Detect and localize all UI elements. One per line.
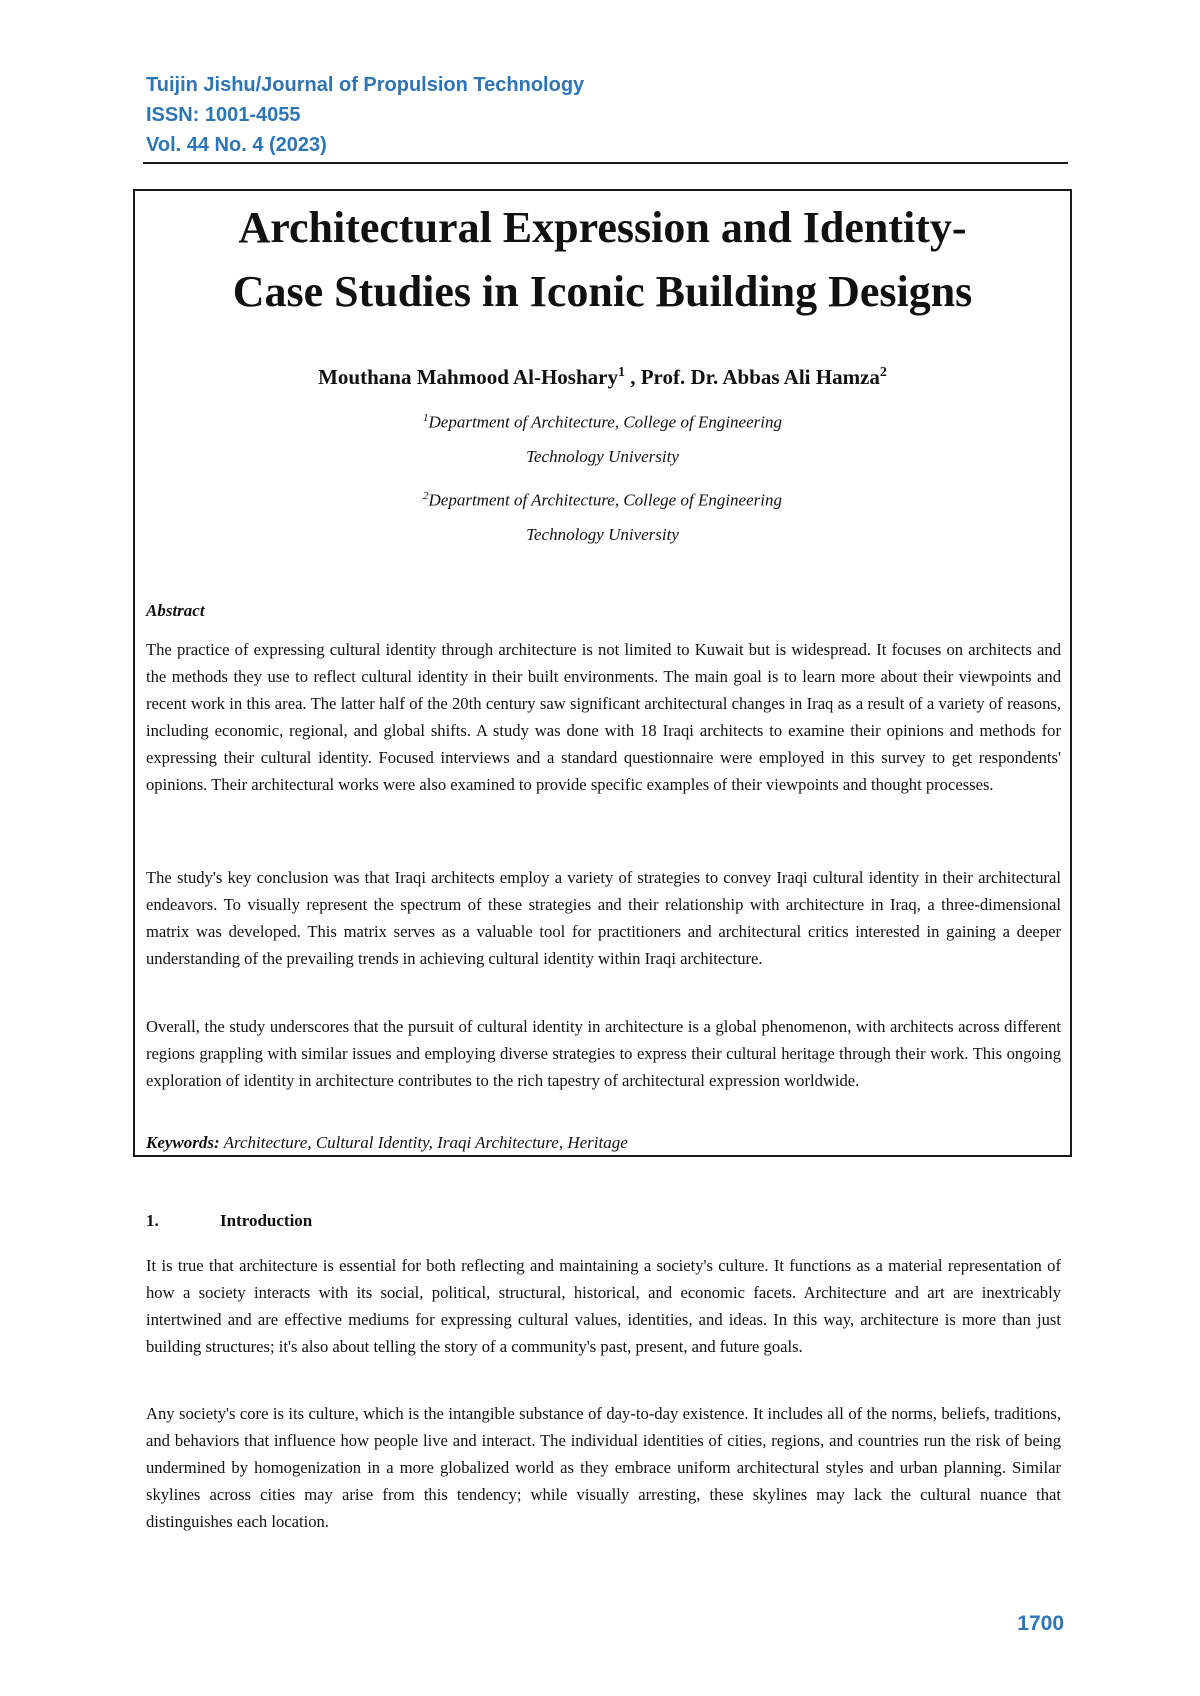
title-line-2: Case Studies in Iconic Building Designs bbox=[232, 267, 973, 316]
affiliation-1-mark: 1 bbox=[423, 412, 429, 424]
keywords-list: Architecture, Cultural Identity, Iraqi Architecture, Heritage bbox=[219, 1133, 628, 1152]
author-line bbox=[150, 358, 1055, 392]
journal-header bbox=[146, 70, 1066, 160]
keywords-line bbox=[146, 1130, 628, 1156]
abstract-paragraph-2: The study's key conclusion was that Iraqi architects employ a variety of strategies to convey Iraqi cultural identity in their architectural endeavors. To visually represent the spectrum of these strategies and their relationship with architecture in Iraq, a three-dimensional matrix was developed. This matrix serves as a valuable tool for practitioners and architectural critics interested in gaining a deeper understanding of the prevailing trends in achieving cultural identity within Iraqi architecture. bbox=[146, 868, 1061, 968]
section-title: Introduction bbox=[220, 1211, 313, 1230]
author-2: Prof. Dr. Abbas Ali Hamza bbox=[640, 365, 880, 389]
header-divider bbox=[143, 162, 1068, 164]
journal-volume: Vol. 44 No. 4 (2023) bbox=[146, 134, 327, 156]
affiliation-1-line-1: $^1$Department of Architecture, College of Engineering bbox=[423, 412, 782, 432]
page-number: 1700 bbox=[1017, 1612, 1064, 1635]
paper-title bbox=[150, 196, 1055, 324]
affiliation-2-mark: 2 bbox=[423, 490, 429, 502]
author-separator: , bbox=[624, 365, 641, 389]
abstract-paragraph-1: The practice of expressing cultural identity through architecture is not limited to Kuwait but is widespread. It focuses on architects and the methods they use to reflect cultural identity in their built environments. The main goal is to learn more about their viewpoints and recent work in this area. The latter half of the 20th century saw significant architectural changes in Iraq as a result of a variety of reasons, including economic, regional, and global shifts. A study was done with 18 Iraqi architects to examine their opinions and methods for expressing their cultural identity. Focused interviews and a standard questionnaire were employed in this survey to get respondents' opinions. Their architectural works were also examined to provide specific examples of their viewpoints and thought processes. bbox=[146, 640, 1061, 794]
abstract-paragraph-3: Overall, the study underscores that the pursuit of cultural identity in architecture is a global phenomenon, with architects across different regions grappling with similar issues and employing diverse strategies to express their cultural heritage through their work. This ongoing exploration of identity in architecture contributes to the rich tapestry of architectural expression worldwide. bbox=[146, 1017, 1061, 1090]
keywords-label: Keywords: bbox=[146, 1133, 220, 1152]
journal-name: Tuijin Jishu/Journal of Propulsion Technology bbox=[146, 74, 585, 96]
abstract-heading: Abstract bbox=[146, 601, 205, 620]
affiliation-2-line-2: Technology University bbox=[526, 525, 679, 544]
section-heading-introduction bbox=[146, 1208, 312, 1234]
affiliation-1-line-2: Technology University bbox=[526, 447, 679, 466]
intro-paragraph-1: It is true that architecture is essential for both reflecting and maintaining a society's culture. It functions as a material representation of how a society interacts with its social, political, structural, historical, and economic facets. Architecture and art are inextricably intertwined and are effective mediums for expressing cultural values, identities, and ideas. In this way, architecture is more than just building structures; it's also about telling the story of a community's past, present, and future goals. bbox=[146, 1256, 1061, 1356]
intro-paragraph-2: Any society's core is its culture, which is the intangible substance of day-to-day existence. It includes all of the norms, beliefs, traditions, and behaviors that influence how people live and interact. The individual identities of cities, regions, and countries run the risk of being undermined by homogenization in a more globalized world as they embrace uniform architectural styles and urban planning. Similar skylines across cities may arise from this tendency; while visually arresting, these skylines may lack the cultural nuance that distinguishes each location. bbox=[146, 1404, 1061, 1531]
author-1: Mouthana Mahmood Al-Hoshary bbox=[318, 365, 618, 389]
affiliation-2-line-1: $^2$Department of Architecture, College of Engineering bbox=[423, 490, 782, 510]
title-line-1: Architectural Expression and Identity- bbox=[238, 203, 967, 252]
author-2-affil-mark: 2 bbox=[879, 365, 887, 380]
author-1-affil-mark: 1 bbox=[617, 365, 625, 380]
journal-issn: ISSN: 1001-4055 bbox=[146, 104, 301, 126]
section-number: 1. bbox=[146, 1211, 159, 1230]
